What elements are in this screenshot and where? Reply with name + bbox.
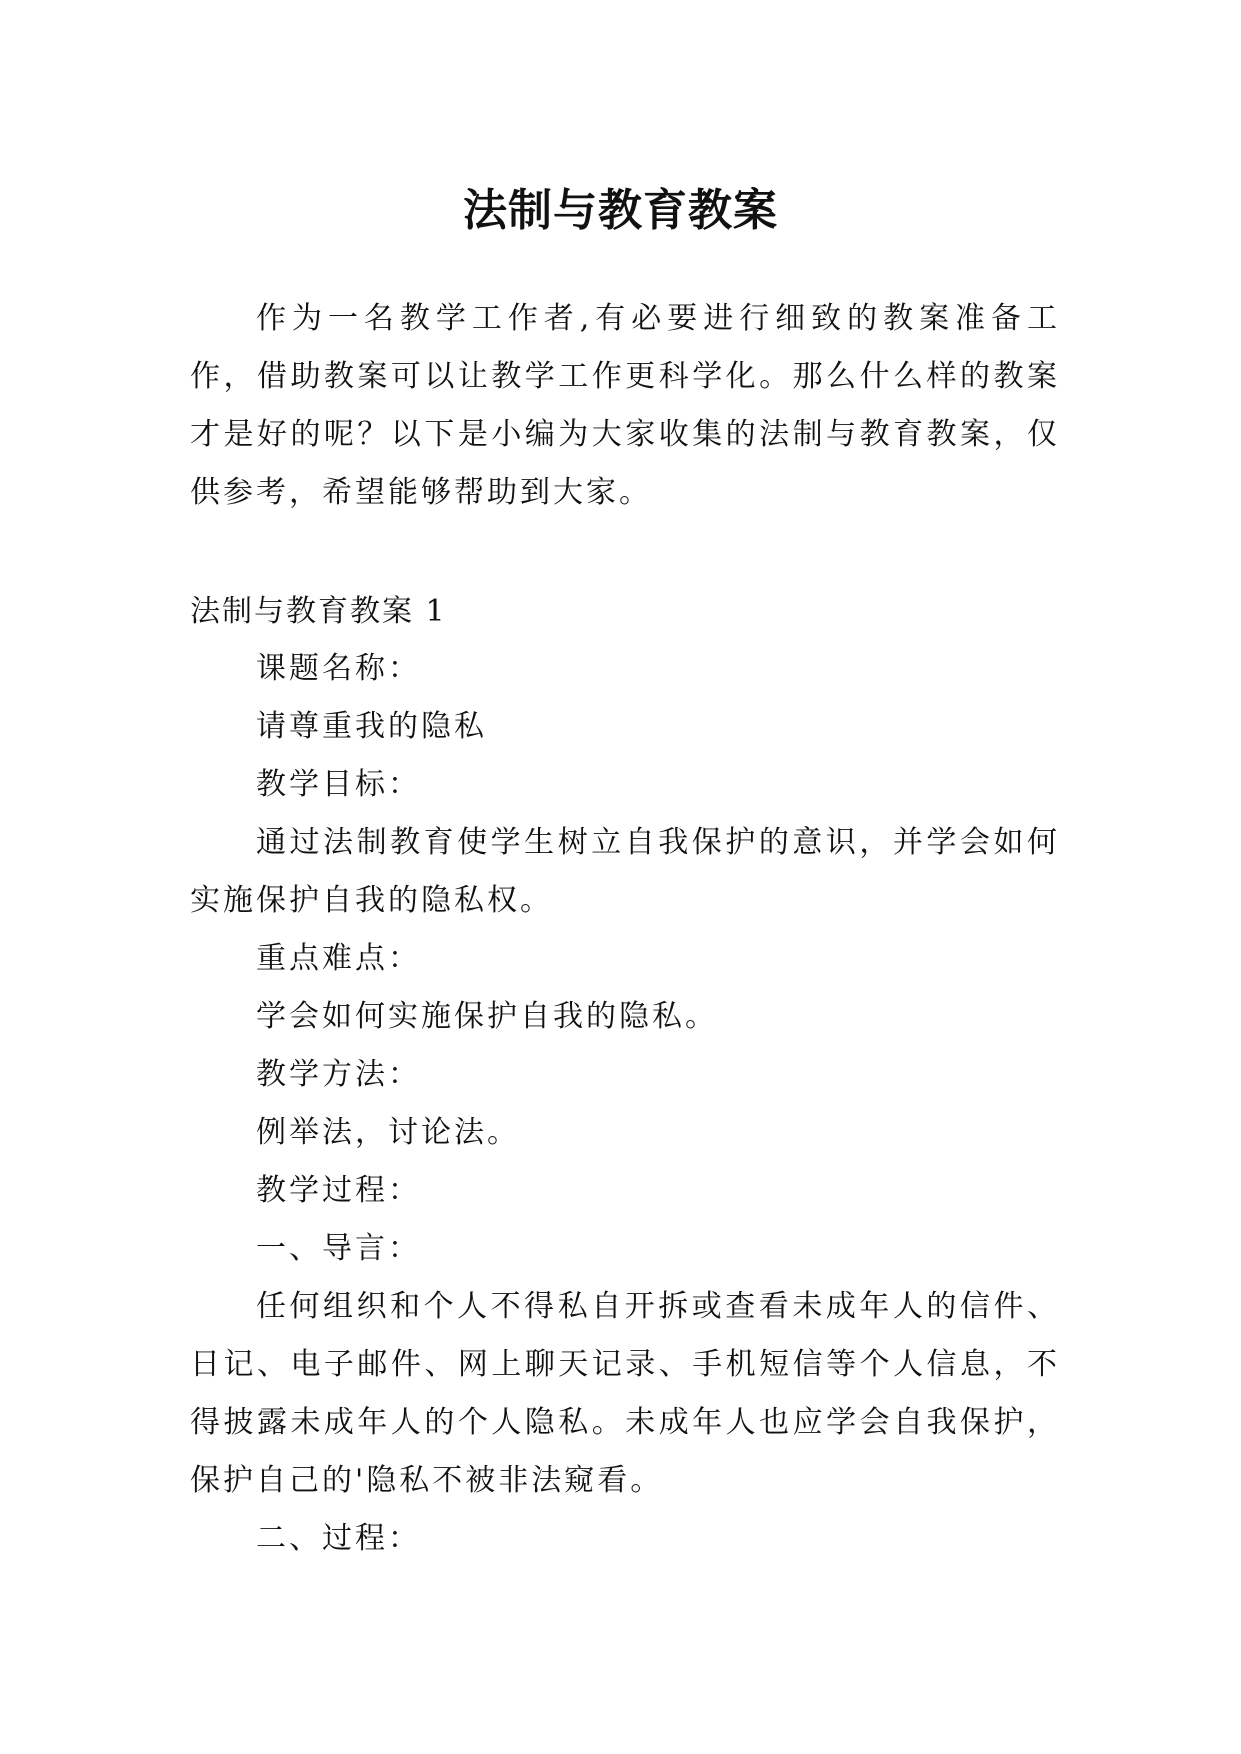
- section-heading: 法制与教育教案 1: [190, 594, 447, 629]
- intro-paragraph: 作为一名教学工作者,有必要进行细致的教案准备工作，借助教案可以让教学工作更科学化。那么什么样的教案才是好的呢？以下是小编为大家收集的法制与教育教案，仅供参考，希望能够帮助到大家。: [190, 301, 1060, 510]
- body-paragraph: 教学方法：: [256, 1057, 421, 1092]
- body-paragraph: 请尊重我的隐私: [256, 709, 487, 744]
- body-paragraph: 通过法制教育使学生树立自我保护的意识，并学会如何实施保护自我的隐私权。: [190, 825, 1060, 918]
- body-paragraph: 重点难点：: [256, 941, 421, 976]
- body-paragraph: 二、过程：: [256, 1521, 421, 1556]
- document-body: [190, 640, 1060, 1568]
- body-paragraph: 课题名称：: [256, 651, 421, 686]
- body-paragraph: 任何组织和个人不得私自开拆或查看未成年人的信件、日记、电子邮件、网上聊天记录、手机短信等个人信息，不得披露未成年人的个人隐私。未成年人也应学会自我保护，保护自己的'隐私不被非法窥看。: [190, 1289, 1060, 1498]
- body-paragraph: 一、导言：: [256, 1231, 421, 1266]
- body-paragraph: 教学目标：: [256, 767, 421, 802]
- document-title: 法制与教育教案: [463, 185, 778, 237]
- body-paragraph: 学会如何实施保护自我的隐私。: [256, 999, 718, 1034]
- body-paragraph: 教学过程：: [256, 1173, 421, 1208]
- body-paragraph: 例举法，讨论法。: [256, 1115, 520, 1150]
